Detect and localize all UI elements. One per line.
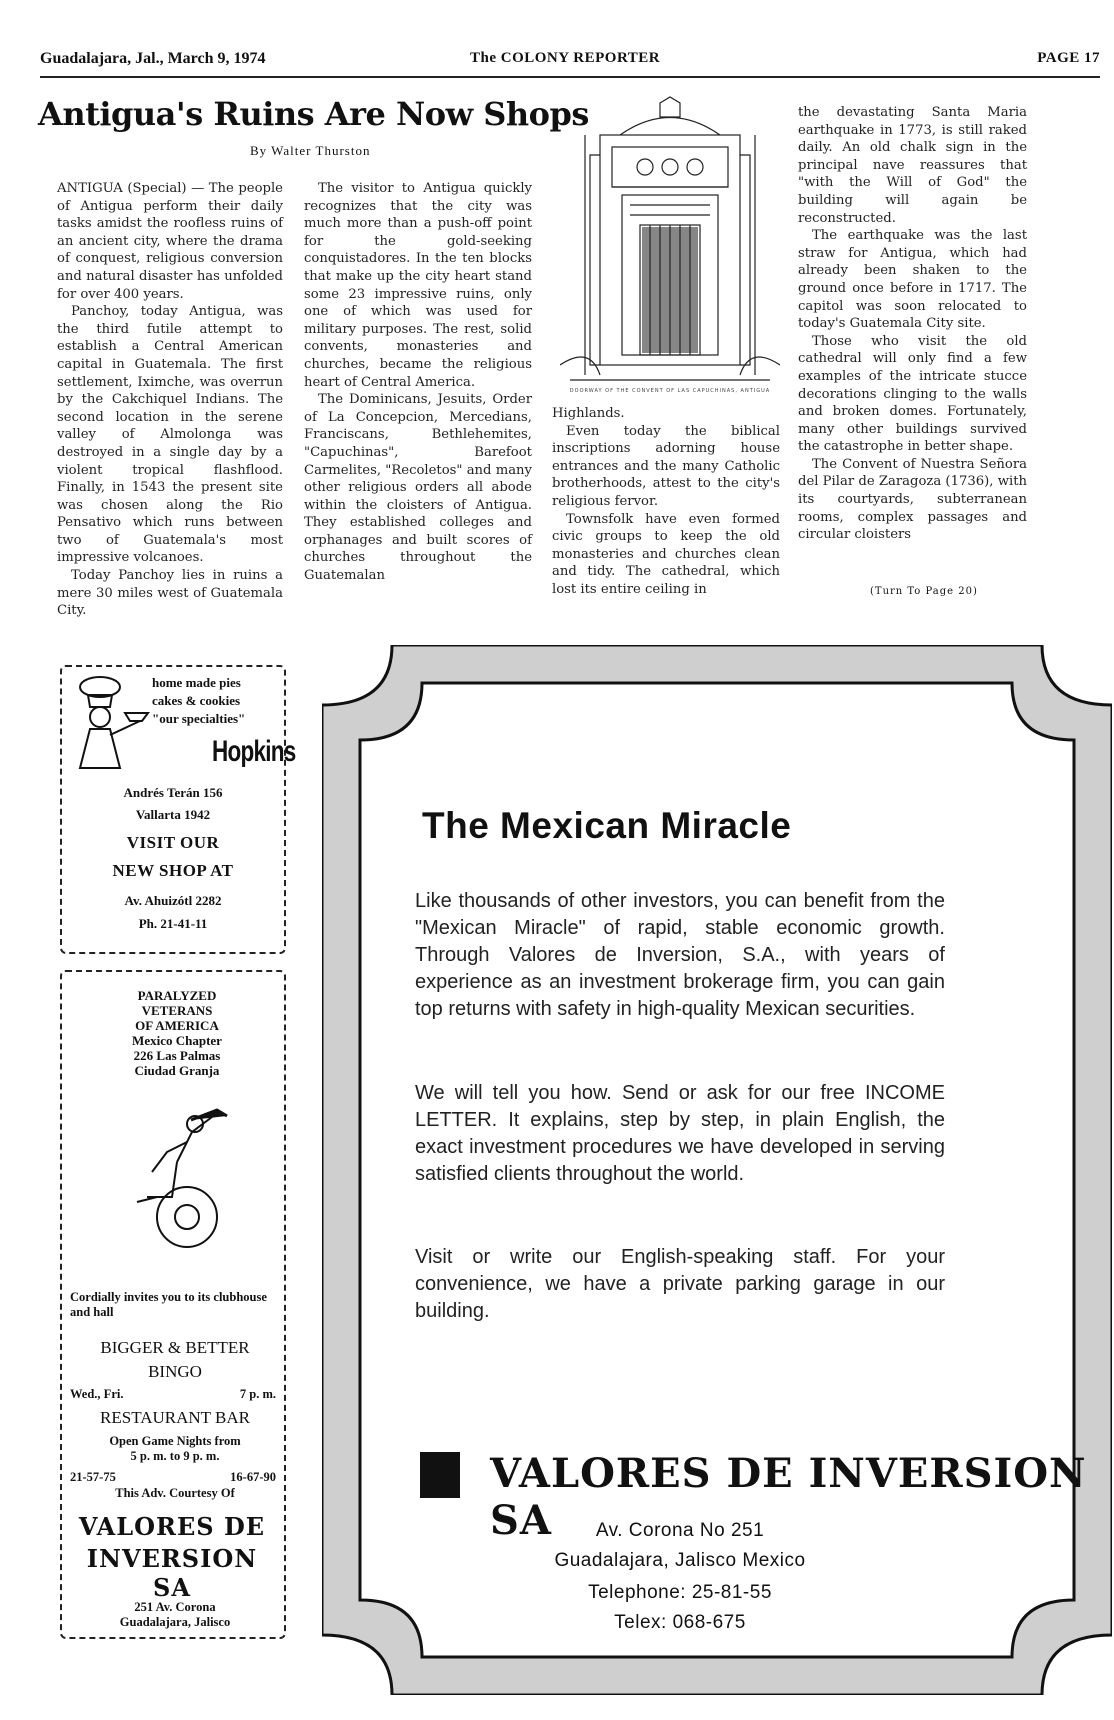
article-column-1 — [57, 180, 283, 620]
article-column-3 — [552, 405, 780, 599]
bingo-schedule — [70, 1387, 276, 1402]
article-paragraph: The Dominicans, Jesuits, Order of La Concepcion, Mercedians, Franciscans, Bethlehemites, "Capuchinas", Barefoot Carmelites, "Recoletos" and many other religious orders all abode within the cloisters of Antigua. They established colleges and orphanages and built scores of churches throughout the Guatemalan — [304, 392, 532, 584]
hopkins-address-2: Vallarta 1942 — [135, 807, 211, 822]
article-paragraph: ANTIGUA (Special) — The people of Antigua perform their daily tasks amidst the roofless ruins of an ancient city, where the drama of conquest, religious conversion and natural disaster has unfolded for over 400 years. — [57, 181, 283, 302]
hopkins-tagline-3: "our specialties" — [152, 711, 246, 726]
article-paragraph: Even today the biblical inscriptions adorning house entrances and the many Catholic brotherhoods, attest to the city's religious fervor. — [552, 423, 780, 509]
wheelchair-player-icon — [117, 1102, 247, 1252]
ad-paragraph-1: Like thousands of other investors, you can benefit from the "Mexican Miracle" of rapid, stable economic growth. Through Valores de Inversion, S.A., with years of experience as an investment brokerage firm, you can gain top returns with safety in high-quality Mexican securities. — [415, 890, 945, 1020]
article-headline: Antigua's Ruins Are Now Shops — [38, 95, 589, 133]
chef-icon — [70, 673, 150, 773]
restaurant-bar: RESTAURANT BAR — [100, 1408, 250, 1427]
game-nights: Open Game Nights from — [109, 1434, 241, 1448]
ad-paragraph-2: We will tell you how. Send or ask for our free INCOME LETTER. It explains, step by step, in plain English, the exact investment procedures we have developed in serving satisfied clients throughout the world. — [415, 1082, 945, 1185]
masthead — [40, 50, 1100, 78]
hopkins-address-1: Andrés Terán 156 — [123, 785, 223, 800]
bigger-better: BIGGER & BETTER — [100, 1338, 250, 1357]
article-paragraph: Panchoy, today Antigua, was the third futile attempt to establish a Central American capital in Guatemala. The first settlement, Iximche, was overrun by the Cakchiquel Indians. The second location in the serene valley of Almolonga was destroyed in a single day by a violent tropical flashflood. Finally, in 1543 the present site was chosen along the Rio Pensativo which runs between two of Guatemala's most impressive volcanoes. — [57, 304, 283, 566]
valores-logo-line-2: INVERSION SA — [86, 1544, 258, 1602]
article-paragraph: Townsfolk have even formed civic groups to keep the old monasteries and churches clean and tidy. The cathedral, which lost its entire ceiling in — [552, 511, 780, 597]
valores-logo: VALORES DE INVERSION SA — [490, 1450, 1087, 1544]
ad-telephone: Telephone: 25-81-55 — [588, 1582, 772, 1603]
valores-logo-line-1: VALORES DE — [78, 1512, 266, 1541]
veterans-heading-2: VETERANS — [141, 1003, 213, 1018]
bingo: BINGO — [148, 1362, 202, 1381]
hopkins-address-3: Av. Ahuizótl 2282 — [124, 893, 222, 908]
bingo-days: Wed., Fri. — [70, 1387, 124, 1401]
illustration-caption: DOORWAY OF THE CONVENT OF LAS CAPUCHINAS, ANTIGUA — [569, 388, 771, 394]
article-paragraph: Those who visit the old cathedral will only find a few examples of the intricate stucce decorations clinging to the walls and broken domes. Fortunately, many other buildings survived the catastrophe in better shape. — [798, 333, 1027, 455]
article-paragraph: The visitor to Antigua quickly recognizes that the city was much more than a push-off point for the gold-seeking conquistadores. In the ten blocks that make up the city heart stand some 23 impressive ruins, only one of which was used for military purposes. The rest, solid convents, monasteries and churches, became the religious heart of Central America. — [304, 181, 532, 390]
hopkins-phone: Ph. 21-41-11 — [138, 916, 208, 931]
hopkins-name: Hopkins — [212, 735, 296, 768]
dateline: Guadalajara, Jal., March 9, 1974 — [40, 50, 266, 67]
hopkins-new-shop: NEW SHOP AT — [112, 861, 234, 880]
article-paragraph: Today Panchoy lies in ruins a mere 30 miles west of Guatemala City. — [57, 568, 283, 619]
hopkins-tagline-1: home made pies — [152, 675, 241, 690]
newspaper-name: The COLONY REPORTER — [470, 50, 661, 66]
ad-title: The Mexican Miracle — [422, 805, 792, 846]
bingo-time: 7 p. m. — [239, 1387, 276, 1401]
article-paragraph: Highlands. — [552, 406, 625, 421]
veterans-heading-4: Mexico Chapter — [132, 1033, 222, 1048]
article-column-4 — [798, 104, 1027, 544]
ad-paragraph-3: Visit or write our English-speaking staff. For your convenience, we have a private parking garage in our building. — [415, 1246, 945, 1322]
veterans-phones — [70, 1470, 276, 1485]
hopkins-bakery-ad — [60, 665, 296, 954]
veterans-heading-5: 226 Las Palmas — [133, 1048, 221, 1063]
veterans-heading-6: Ciudad Granja — [134, 1063, 220, 1078]
veterans-invite: Cordially invites you to its clubhouse and hall — [70, 1290, 267, 1319]
veterans-address-1: 251 Av. Corona — [134, 1600, 216, 1614]
hopkins-visit: VISIT OUR — [126, 833, 220, 852]
hopkins-tagline-2: cakes & cookies — [152, 693, 241, 708]
valores-emblem-icon — [420, 1452, 460, 1498]
convent-doorway-illustration — [560, 95, 780, 395]
ad-city: Guadalajara, Jalisco Mexico — [554, 1550, 806, 1571]
article-paragraph: the devastating Santa Maria earthquake in 1773, is still raked daily. An old chalk sign in the principal nave reassures that "with the Will of God" the building will again be reconstructed. — [798, 105, 1027, 226]
building-sketch-icon — [560, 95, 780, 390]
veterans-phone-2: 16-67-90 — [230, 1470, 276, 1484]
game-hours: 5 p. m. to 9 p. m. — [130, 1449, 220, 1463]
paralyzed-veterans-ad — [60, 970, 286, 1639]
veterans-phone-1: 21-57-75 — [70, 1470, 116, 1484]
veterans-heading-3: OF AMERICA — [135, 1018, 219, 1033]
ad-address: Av. Corona No 251 — [595, 1520, 765, 1541]
ad-telex: Telex: 068-675 — [614, 1612, 746, 1633]
veterans-heading-1: PARALYZED — [137, 988, 217, 1003]
continued-notice: (Turn To Page 20) — [870, 586, 978, 597]
article-byline: By Walter Thurston — [250, 143, 371, 158]
article-paragraph: The earthquake was the last straw for Antigua, which had already been shaken to the ground once before in 1717. The capitol was soon relocated to today's Guatemala City site. — [798, 228, 1027, 332]
courtesy-line: This Adv. Courtesy Of — [115, 1486, 235, 1500]
article-column-2 — [304, 180, 532, 585]
veterans-address-2: Guadalajara, Jalisco — [119, 1615, 231, 1629]
article-paragraph: The Convent of Nuestra Señora del Pilar de Zaragoza (1736), with its courtyards, subterranean rooms, complex passages and circular cloisters — [798, 456, 1027, 543]
page-number: PAGE 17 — [1037, 50, 1100, 66]
